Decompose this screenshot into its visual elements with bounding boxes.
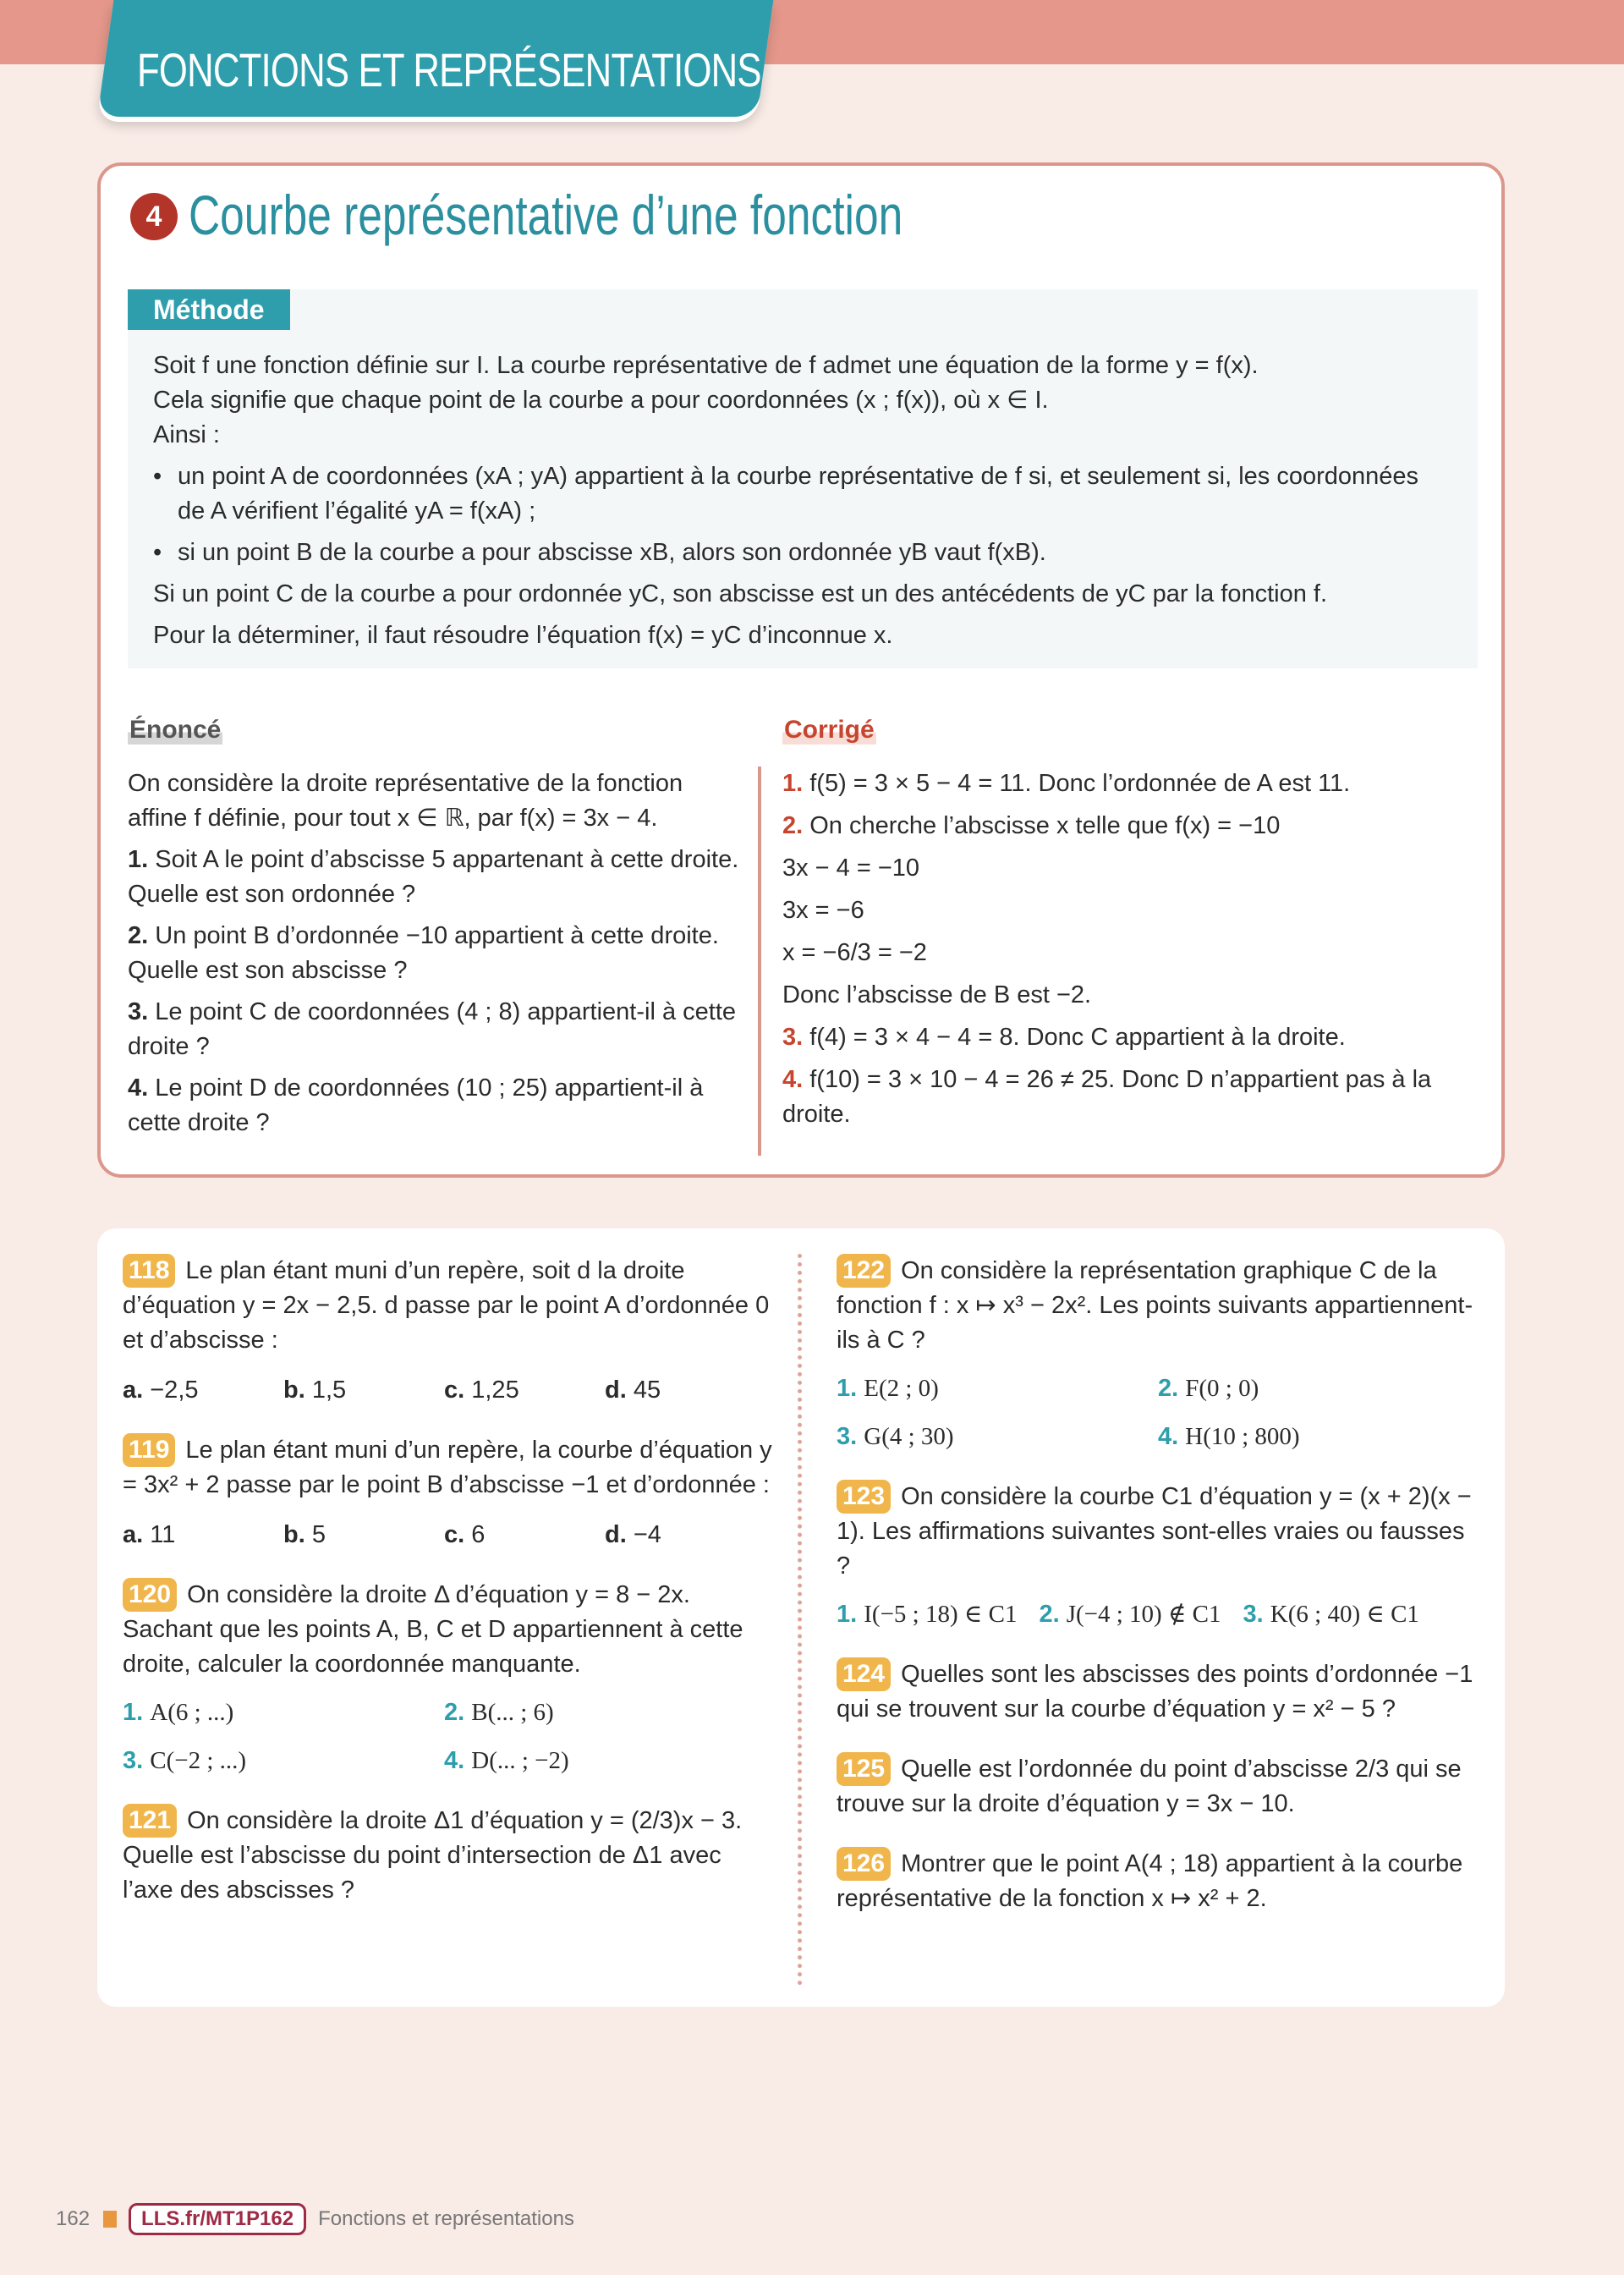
enonce-question: 1. Soit A le point d’abscisse 5 appartenant à cette droite. Quelle est son ordonnée ? [128,846,739,908]
enonce-question: 2. Un point B d’ordonnée −10 appartient à cette droite. Quelle est son abscisse ? [128,922,719,984]
exercise-text: Montrer que le point A(4 ; 18) appartient à la courbe représentative de la fonction x ↦ x² + 2. [837,1850,1463,1912]
exercise-item: 4. H(10 ; 800) [1158,1423,1300,1450]
exercise-number-badge: 124 [837,1657,891,1691]
choice: d. −4 [605,1521,661,1548]
corrige-heading: Corrigé [784,716,875,744]
exercise-text: On considère la courbe C1 d’équation y = (x + 2)(x − 1). Les affirmations suivantes sont-elles vraies ou fausses ? [837,1483,1472,1580]
enonce-question: 3. Le point C de coordonnées (4 ; 8) appartient-il à cette droite ? [128,998,737,1060]
enonce-heading: Énoncé [129,716,222,744]
exercise-number-badge: 125 [837,1752,891,1786]
exercise-item: 3. G(4 ; 30) [837,1423,954,1450]
exercise-text: Le plan étant muni d’un repère, soit d la droite d’équation y = 2x − 2,5. d passe par le point A d’ordonnée 0 et d’abscisse : [123,1257,770,1354]
exercises-left-column [123,1254,774,1933]
exercise-120 [123,1578,774,1778]
exercise-text: On considère la droite Δ d’équation y = 8 − 2x. Sachant que les points A, B, C et D appartiennent à cette droite, calculer la coordonnée manquante. [123,1581,743,1678]
orange-square-icon [103,2211,117,2228]
corrige-block [782,767,1459,1140]
methode-bullet: • si un point B de la courbe a pour abscisse xB, alors son ordonnée yB vaut f(xB). [153,536,1452,570]
chapter-title: FONCTIONS ET REPRÉSENTATIONS [137,43,761,96]
choice: a. −2,5 [123,1377,199,1404]
methode-box [128,289,1478,668]
exercise-item: 1. A(6 ; ...) [123,1699,234,1726]
lls-link[interactable]: LLS.fr/MT1P162 [129,2203,306,2235]
exercise-number-badge: 119 [123,1433,175,1467]
page-footer [56,2203,574,2235]
corrige-line: 3x = −6 [782,897,864,924]
choice: c. 1,25 [444,1377,519,1404]
methode-line: Soit f une fonction définie sur I. La courbe représentative de f admet une équation de la forme y = f(x). [153,352,1259,379]
choice: c. 6 [444,1521,486,1548]
exercise-item: 4. D(... ; −2) [444,1747,569,1774]
exercise-text: Le plan étant muni d’un repère, la courbe d’équation y = 3x² + 2 passe par le point B d’abscisse −1 et d’ordonnée : [123,1437,772,1498]
choice: b. 5 [283,1521,326,1548]
exercise-124 [837,1657,1479,1727]
corrige-line: 4. f(10) = 3 × 10 − 4 = 26 ≠ 25. Donc D n’appartient pas à la droite. [782,1066,1432,1128]
enonce-question: 4. Le point D de coordonnées (10 ; 25) appartient-il à cette droite ? [128,1074,704,1136]
choice: a. 11 [123,1521,176,1548]
exercise-125 [837,1752,1479,1822]
answer-choices [123,1518,774,1552]
methode-bullet: • un point A de coordonnées (xA ; yA) appartient à la courbe représentative de f si, et seulement si, les coordonnées de A vérifient l’égalité yA = f(xA) ; [153,459,1452,529]
column-divider [798,1254,802,1986]
exercise-item: 1. E(2 ; 0) [837,1375,939,1402]
exercise-121 [123,1804,774,1908]
footer-chapter: Fonctions et représentations [318,2207,574,2230]
corrige-line: 3. f(4) = 3 × 4 − 4 = 8. Donc C appartient à la droite. [782,1024,1346,1051]
method-card [97,162,1505,1178]
exercise-item: 1. I(−5 ; 18) ∈ C1 [837,1601,1018,1628]
exercise-item: 3. K(6 ; 40) ∈ C1 [1243,1601,1419,1628]
exercise-number-badge: 123 [837,1480,891,1514]
exercise-text: Quelles sont les abscisses des points d’ordonnée −1 qui se trouvent sur la courbe d’équation y = x² − 5 ? [837,1661,1473,1723]
enonce-intro: On considère la droite représentative de la fonction affine f définie, pour tout x ∈ ℝ, par f(x) = 3x − 4. [128,770,683,832]
answer-choices [123,1373,774,1408]
corrige-line: 3x − 4 = −10 [782,854,920,882]
methode-line: Pour la déterminer, il faut résoudre l’équation f(x) = yC d’inconnue x. [153,622,893,649]
exercise-text: On considère la représentation graphique C de la fonction f : x ↦ x³ − 2x². Les points suivants appartiennent-ils à C ? [837,1257,1473,1354]
exercise-123 [837,1480,1479,1632]
enonce-block [128,767,745,1147]
methode-line: Si un point C de la courbe a pour ordonnée yC, son abscisse est un des antécédents de yC par la fonction f. [153,580,1328,607]
exercise-item: 2. J(−4 ; 10) ∉ C1 [1039,1601,1221,1628]
exercise-items [837,1597,1479,1632]
section-title: Courbe représentative d’une fonction [189,184,903,246]
exercise-number-badge: 120 [123,1578,177,1612]
exercise-number-badge: 121 [123,1804,177,1838]
exercise-122 [837,1254,1479,1454]
choice: b. 1,5 [283,1377,347,1404]
exercise-number-badge: 118 [123,1254,175,1288]
exercise-number-badge: 122 [837,1254,891,1288]
section-number-badge: 4 [130,193,178,240]
methode-line: Cela signifie que chaque point de la courbe a pour coordonnées (x ; f(x)), où x ∈ I. [153,387,1049,414]
exercise-118 [123,1254,774,1408]
exercise-items [837,1371,1479,1454]
corrige-line: x = −6/3 = −2 [782,939,927,966]
corrige-line: 1. f(5) = 3 × 5 − 4 = 11. Donc l’ordonnée de A est 11. [782,770,1351,797]
choice: d. 45 [605,1377,661,1404]
exercise-item: 3. C(−2 ; ...) [123,1747,247,1774]
exercise-text: Quelle est l’ordonnée du point d’abscisse 2/3 qui se trouve sur la droite d’équation y = 3x − 10. [837,1756,1462,1817]
exercises-right-column [837,1254,1479,1942]
exercise-items [123,1695,774,1778]
page-number: 162 [56,2207,91,2230]
exercise-item: 2. B(... ; 6) [444,1699,554,1726]
methode-text [153,349,1452,653]
methode-label: Méthode [128,289,290,330]
exercise-119 [123,1433,774,1552]
exercises-card [97,1228,1505,2007]
corrige-line: 2. On cherche l’abscisse x telle que f(x) = −10 [782,812,1281,839]
corrige-divider [758,767,761,1156]
exercise-text: On considère la droite Δ1 d’équation y = (2/3)x − 3. Quelle est l’abscisse du point d’intersection de Δ1 avec l’axe des abscisses ? [123,1807,743,1904]
exercise-item: 2. F(0 ; 0) [1158,1375,1259,1402]
corrige-line: Donc l’abscisse de B est −2. [782,981,1092,1008]
exercise-126 [837,1847,1479,1916]
exercise-number-badge: 126 [837,1847,891,1881]
methode-line: Ainsi : [153,421,220,448]
